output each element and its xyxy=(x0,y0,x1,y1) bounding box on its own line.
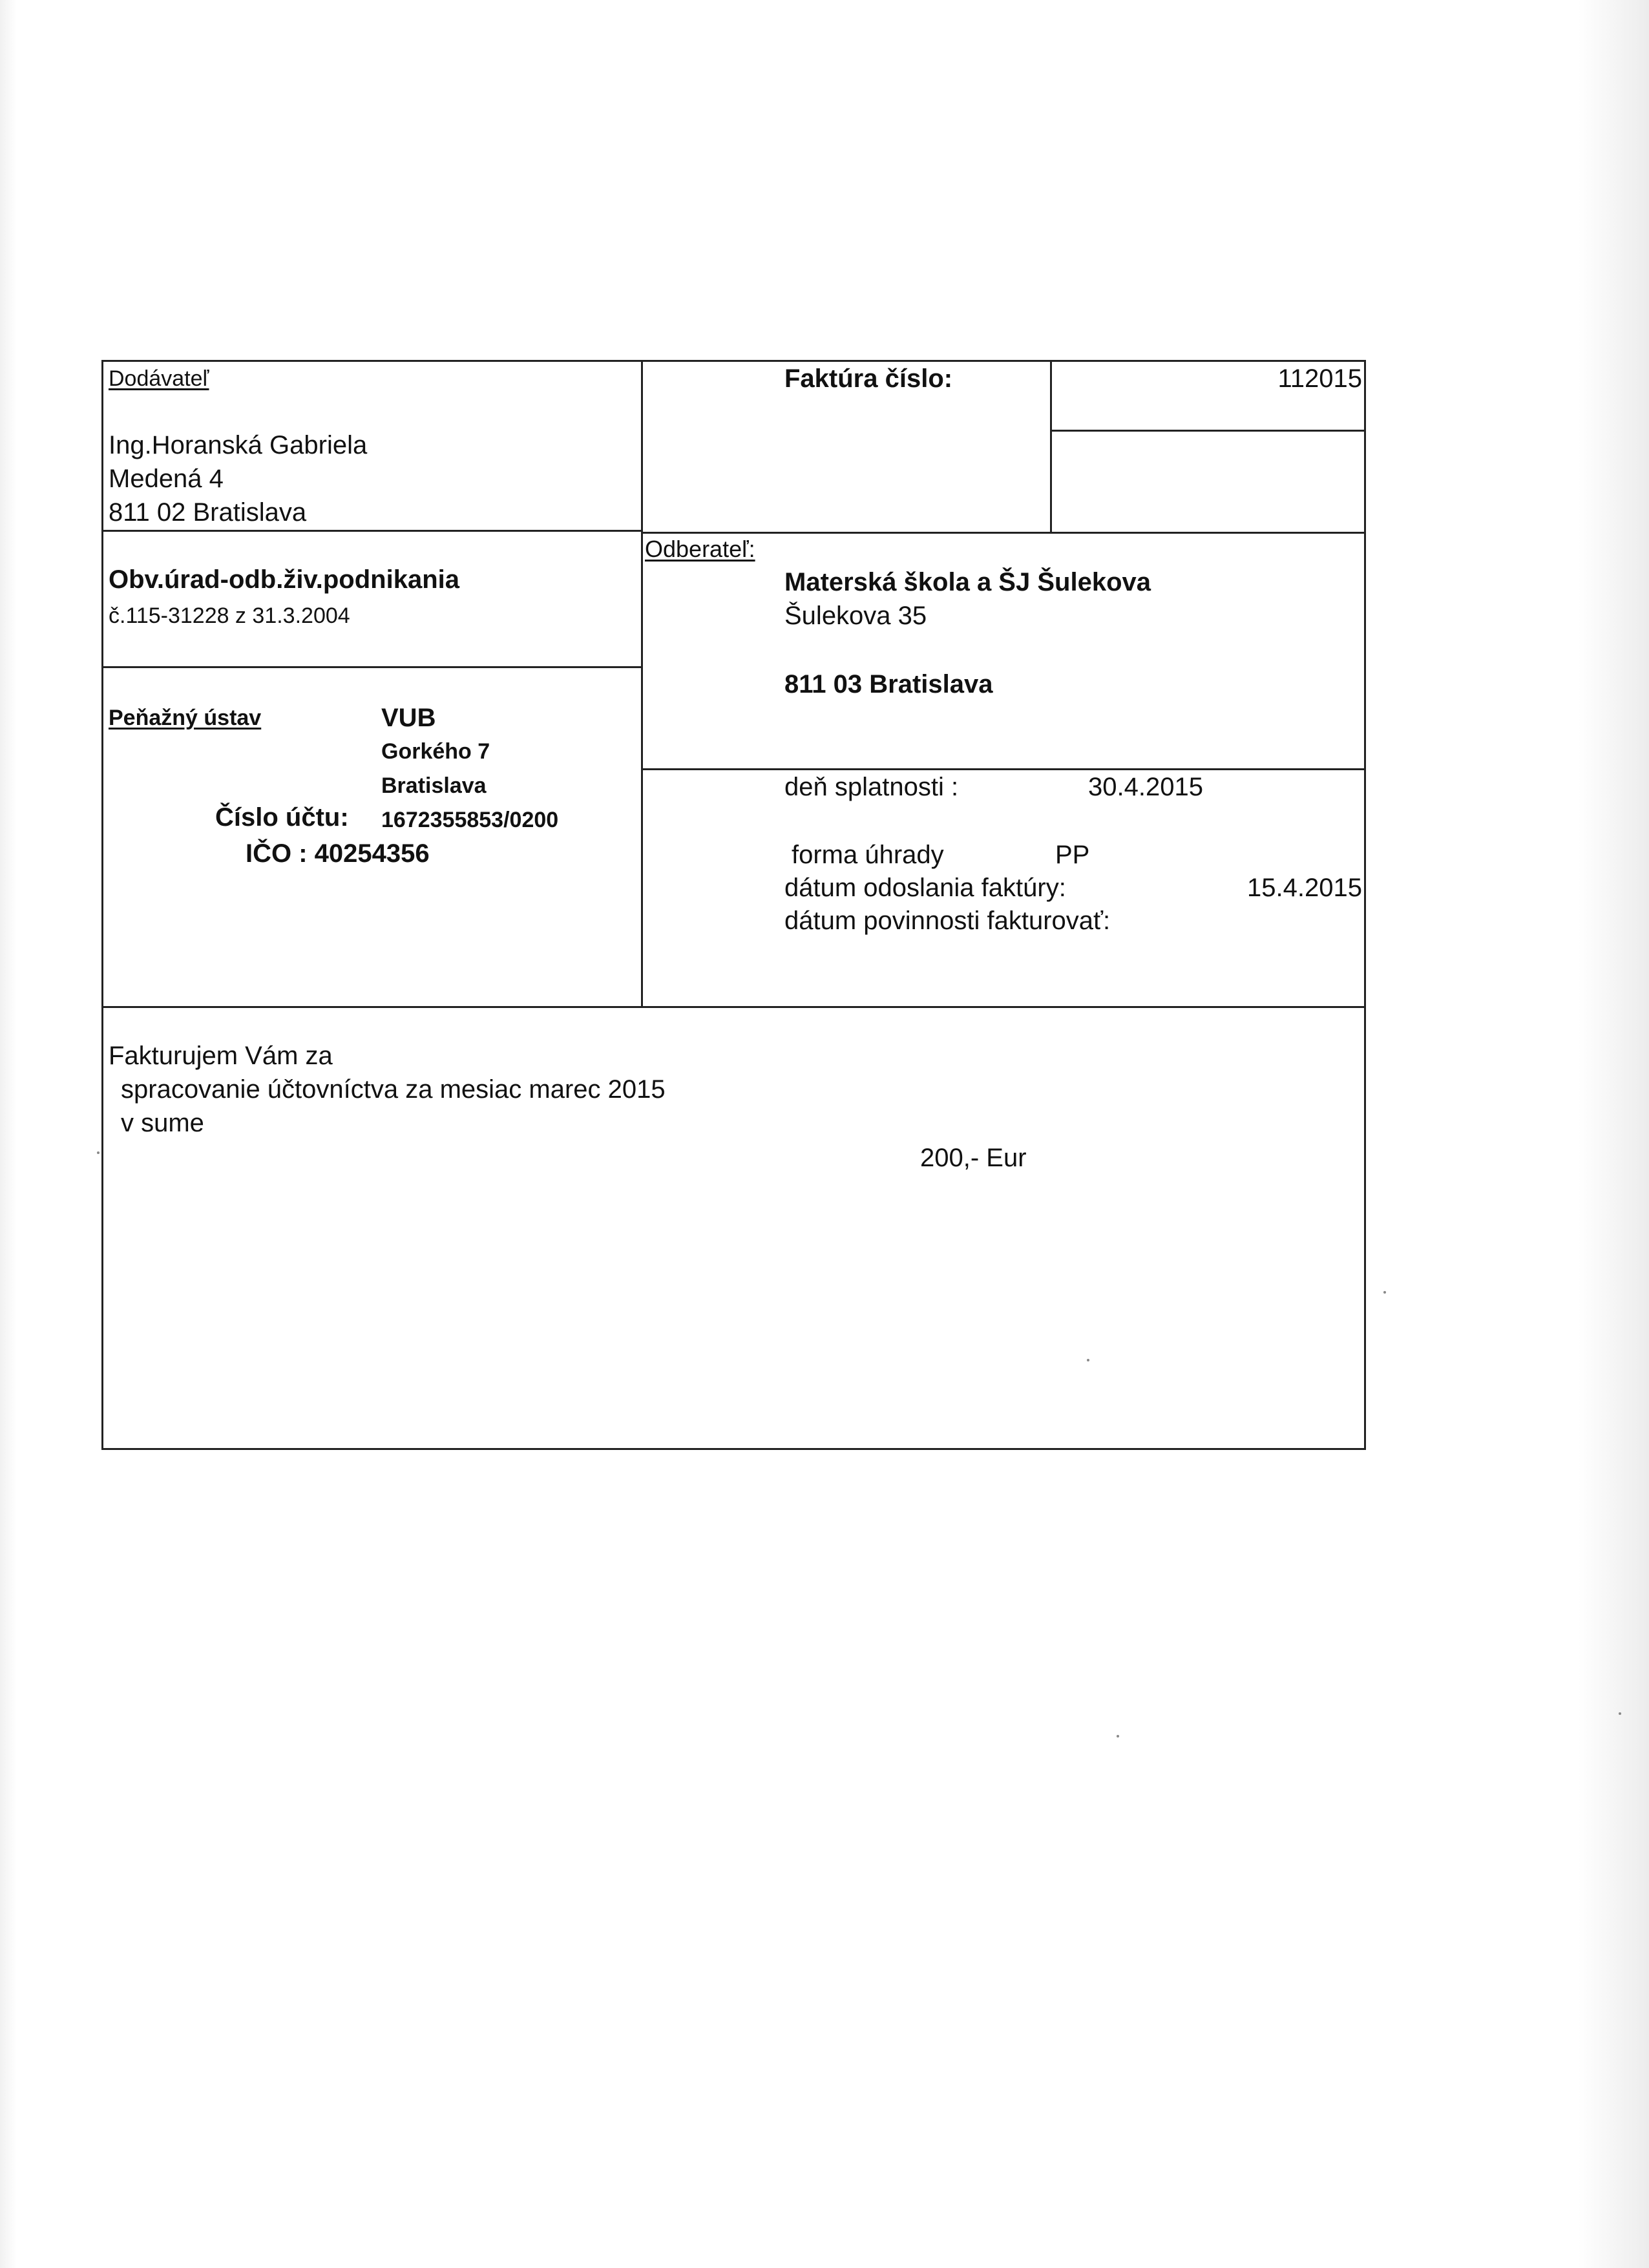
tax-point-label: dátum povinnosti fakturovať: xyxy=(784,907,1111,935)
scan-speck xyxy=(97,1151,100,1154)
bank-name: VUB xyxy=(381,704,436,732)
supplier-street: Medená 4 xyxy=(109,465,224,493)
ico-number: IČO : 40254356 xyxy=(246,839,430,868)
body-description: spracovanie účtovníctva za mesiac marec 2015 xyxy=(121,1075,666,1104)
payment-method-label: forma úhrady xyxy=(792,841,944,869)
table-top-border xyxy=(101,360,1366,362)
body-section-line xyxy=(101,1006,1366,1008)
scan-left-edge xyxy=(0,0,17,2268)
scan-right-edge xyxy=(1578,0,1649,2268)
supplier-name: Ing.Horanská Gabriela xyxy=(109,431,368,459)
supplier-heading: Dodávateľ xyxy=(109,366,209,391)
body-intro: Fakturujem Vám za xyxy=(109,1042,333,1070)
column-divider xyxy=(641,360,643,1008)
account-number: 1672355853/0200 xyxy=(381,808,559,832)
supplier-city: 811 02 Bratislava xyxy=(109,498,307,527)
bank-section-line xyxy=(101,666,643,668)
invoice-number-divider xyxy=(1050,360,1052,532)
payment-method-value: PP xyxy=(1055,841,1090,869)
invoice-number-row-line xyxy=(1050,430,1366,432)
customer-name: Materská škola a ŠJ Šulekova xyxy=(784,568,1151,596)
table-left-border xyxy=(101,360,103,1450)
sent-date-label: dátum odoslania faktúry: xyxy=(784,874,1066,902)
due-date-label: deň splatnosti : xyxy=(784,773,959,801)
scan-speck xyxy=(1117,1735,1119,1738)
invoice-number: 112015 xyxy=(1277,364,1362,393)
bank-city: Bratislava xyxy=(381,773,487,798)
scan-speck xyxy=(1087,1359,1089,1361)
bank-street: Gorkého 7 xyxy=(381,739,490,764)
due-date: 30.4.2015 xyxy=(1088,773,1203,801)
scan-speck xyxy=(1619,1712,1621,1715)
customer-street: Šulekova 35 xyxy=(784,602,927,630)
payment-section-line xyxy=(641,768,1366,770)
invoice-number-label: Faktúra číslo: xyxy=(784,364,953,393)
sent-date: 15.4.2015 xyxy=(1247,874,1362,902)
table-bottom-border xyxy=(101,1448,1366,1450)
body-sum-label: v sume xyxy=(121,1109,204,1137)
supplier-registry-office: Obv.úrad-odb.živ.podnikania xyxy=(109,565,459,594)
scan-speck xyxy=(1383,1291,1386,1294)
supplier-address-line xyxy=(101,530,643,532)
customer-heading: Odberateľ: xyxy=(645,536,755,562)
supplier-registry-number: č.115-31228 z 31.3.2004 xyxy=(109,604,350,628)
customer-city: 811 03 Bratislava xyxy=(784,670,993,698)
invoice-amount: 200,- Eur xyxy=(920,1144,1027,1172)
bank-heading: Peňažný ústav xyxy=(109,706,262,730)
table-right-border xyxy=(1364,360,1366,1450)
account-label: Číslo účtu: xyxy=(215,803,349,832)
